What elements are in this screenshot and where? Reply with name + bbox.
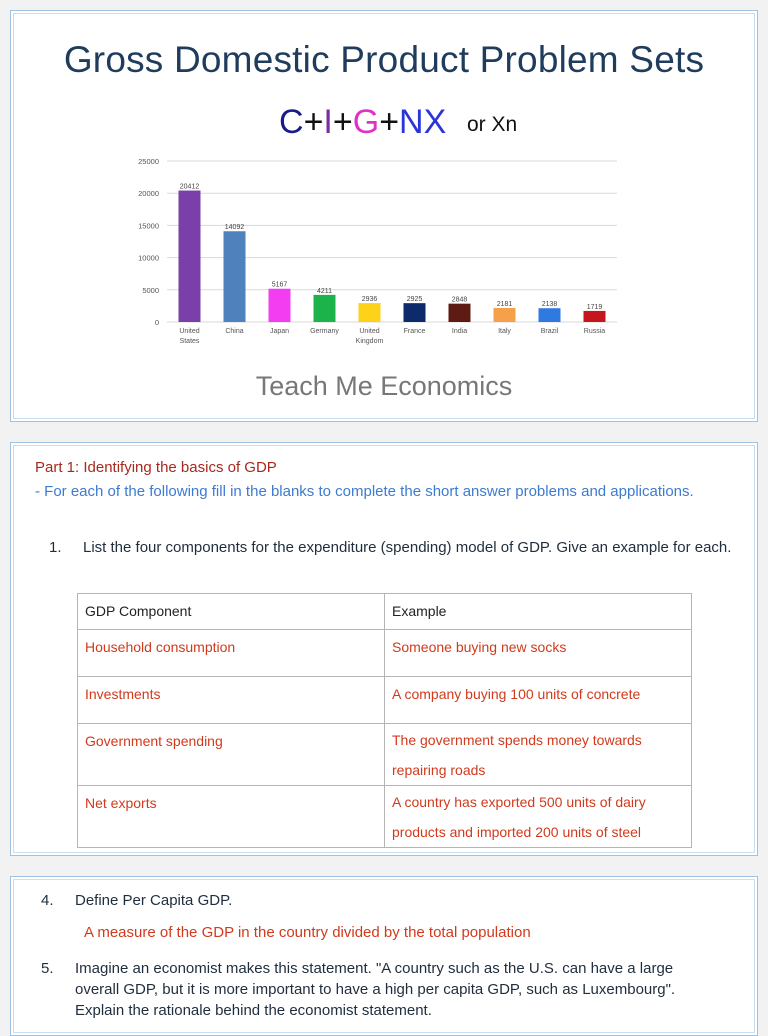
slide-part2 (10, 876, 758, 1036)
data-label: 14092 (224, 224, 245, 232)
x-tick-label: Russia (583, 328, 606, 335)
question-number: 5. (41, 960, 54, 977)
y-tick-label: 5000 (142, 285, 159, 295)
table-row (78, 677, 692, 724)
x-tick-label: United (179, 328, 200, 335)
y-tick-label: 20000 (138, 189, 159, 199)
table-cell: Government spending (78, 724, 385, 786)
slide-title (10, 10, 758, 422)
question-text: Imagine an economist makes this statement. "A country such as the U.S. can have a large overall GDP, but it is more important to have a high per capita GDP, such as Luxembourg". Explain the rationale behind the economist statement. (75, 960, 676, 1019)
table-header-row (78, 594, 692, 630)
y-tick-label: 25000 (138, 159, 159, 166)
page-title: Gross Domestic Product Problem Sets (63, 39, 705, 80)
formula-term: I (323, 103, 333, 141)
bar (269, 289, 291, 322)
bar (404, 303, 426, 322)
x-tick-label: China (225, 328, 244, 335)
x-tick-label: Japan (269, 328, 290, 335)
bar (449, 304, 471, 322)
formula-term: + (379, 103, 400, 141)
y-tick-label: 15000 (138, 221, 159, 231)
question-number: 4. (41, 892, 54, 909)
table-cell: Household consumption (78, 630, 385, 677)
table-cell: Net exports (78, 786, 385, 848)
data-label: 4211 (316, 287, 333, 295)
table-header: Example (385, 594, 692, 630)
formula-term: NX (399, 103, 447, 141)
table-header: GDP Component (78, 594, 385, 630)
table-row (78, 630, 692, 677)
gdp-formula (279, 103, 446, 142)
slide-part1 (10, 442, 758, 856)
x-tick-label: India (451, 328, 468, 335)
formula-term: + (332, 103, 353, 141)
table-row (78, 724, 692, 786)
part-description: - For each of the following fill in the blanks to complete the short answer problems and applications. (35, 483, 694, 500)
bar (584, 311, 606, 322)
part-title: Part 1: Identifying the basics of GDP (35, 459, 277, 476)
y-tick-label: 0 (154, 318, 159, 327)
table-cell: Investments (78, 677, 385, 724)
question-4-answer: A measure of the GDP in the country divided by the total population (84, 924, 531, 941)
x-tick-label: Brazil (540, 328, 559, 335)
table-cell (385, 724, 692, 786)
data-label: 2138 (541, 301, 558, 309)
data-label: 2925 (406, 296, 423, 304)
formula-term: G (352, 103, 380, 141)
y-tick-label: 10000 (138, 253, 159, 263)
x-tick-label: France (403, 328, 426, 335)
bar (359, 303, 381, 322)
table-cell: Someone buying new socks (385, 630, 692, 677)
formula-suffix: or Xn (467, 113, 518, 136)
subtitle: Teach Me Economics (255, 371, 513, 401)
data-label: 2848 (451, 296, 468, 304)
table-row (78, 786, 692, 848)
data-label: 20412 (179, 183, 200, 191)
bar (539, 308, 561, 322)
formula-term: + (303, 103, 324, 141)
question-text: Define Per Capita GDP. (75, 892, 233, 909)
bar (314, 295, 336, 322)
bar (179, 191, 201, 322)
data-label: 5167 (271, 281, 288, 289)
question-text: List the four components for the expenditure (spending) model of GDP. Give an example for each. (83, 539, 732, 556)
question-number: 1. (49, 539, 62, 556)
data-label: 2936 (361, 296, 378, 304)
formula-term: C (279, 103, 304, 141)
gdp-components-table (77, 593, 692, 848)
data-label: 2181 (496, 300, 513, 308)
table-cell (385, 786, 692, 848)
gdp-bar-chart (129, 159, 629, 359)
data-label: 1719 (586, 303, 603, 311)
x-tick-label: Italy (498, 328, 511, 335)
bar (224, 231, 246, 322)
x-tick-label: United (359, 328, 380, 335)
x-tick-label: States (179, 338, 200, 345)
table-cell: A company buying 100 units of concrete (385, 677, 692, 724)
table-cell-text: The government spends money towards repairing roads (392, 732, 642, 778)
x-tick-label: Kingdom (355, 338, 384, 345)
table-cell-text: A country has exported 500 units of dairy products and imported 200 units of steel (392, 794, 646, 840)
x-tick-label: Germany (310, 328, 339, 335)
bar (494, 308, 516, 322)
